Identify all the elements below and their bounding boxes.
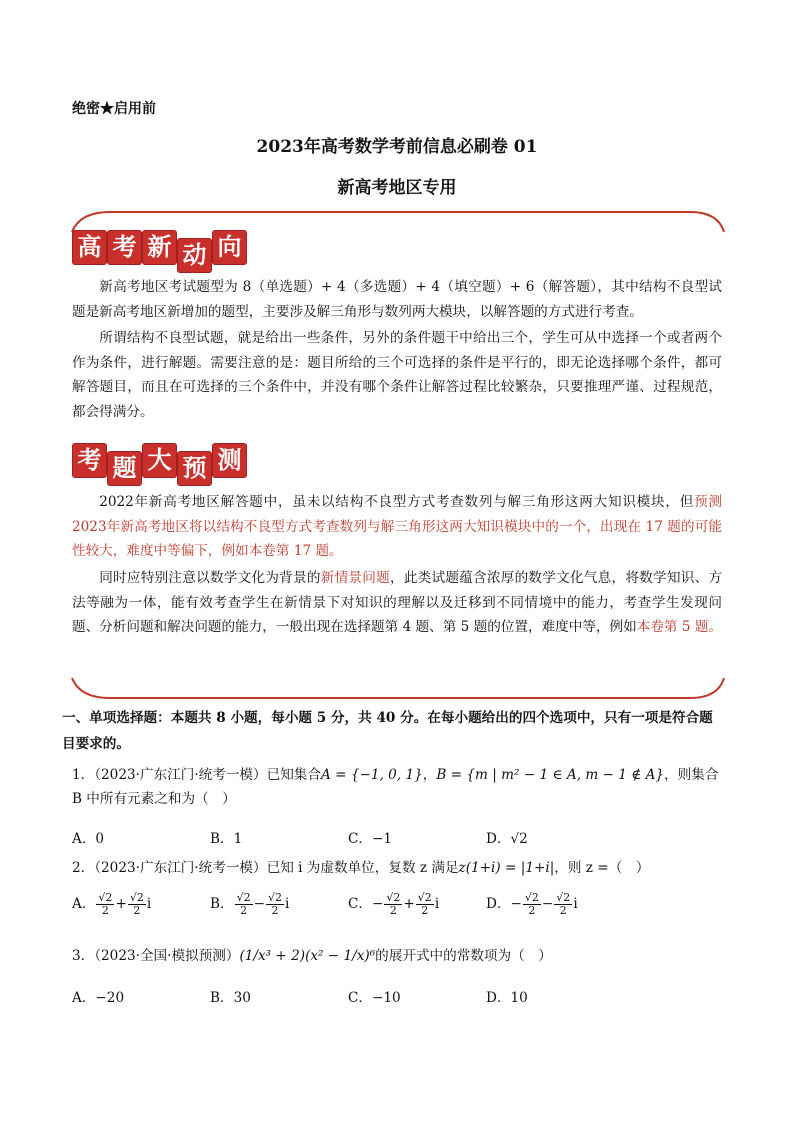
- intro-paragraph-3: [72, 490, 722, 564]
- q3-text-b: 的展开式中的常数项为（ ）: [375, 948, 552, 964]
- fraction-num: √2: [98, 891, 113, 904]
- q1-text-a: 1．（2023·广东江门·统考一模）已知集合: [72, 767, 321, 783]
- q2-sign: −: [253, 896, 265, 912]
- section-heading: 一、单项选择题：本题共 8 小题，每小题 5 分，共 40 分。在每小题给出的四个选项中，只有一项是符合题目要求的。: [62, 710, 713, 752]
- badge-char: 题: [107, 451, 142, 486]
- q2-text-b: ，则 z =（ ）: [554, 860, 650, 876]
- question-1-stem: [72, 763, 732, 811]
- fraction: [416, 892, 434, 917]
- q2-unit: i: [146, 896, 152, 912]
- para3-highlight: 预测 2023年新高考地区将以结构不良型方式考查数列与解三角形这两大知识模块中的一个，出现在 17 题的可能性较大，难度中等偏下，例如本卷第 17 题。: [72, 494, 723, 559]
- fraction-num: √2: [556, 891, 571, 904]
- q2-equation: z(1+i) = |1+i|: [458, 860, 555, 876]
- fraction: [266, 892, 284, 917]
- fraction-num: √2: [129, 891, 144, 904]
- badge-char: 高: [72, 230, 107, 265]
- badge-char: 动: [177, 238, 212, 273]
- para4-text-a: 同时应特别注意以数学文化为背景的: [99, 570, 321, 586]
- q1-set-b: B = {m | m² − 1 ∈ A, m − 1 ∉ A}: [436, 767, 665, 783]
- q2-unit: i: [573, 896, 578, 912]
- q3-option-b: B．30: [210, 990, 251, 1006]
- q1-text-b: ，: [422, 767, 437, 783]
- q2-label-c: C．: [348, 896, 372, 912]
- q2-option-a: [72, 892, 151, 917]
- q2-label-b: B．: [210, 896, 234, 912]
- fraction-den: 2: [271, 904, 279, 917]
- q1-set-a: A = {−1, 0, 1}: [321, 767, 423, 783]
- badge-char: 向: [212, 230, 247, 265]
- q2-sign: −: [372, 896, 384, 912]
- q3-option-a: A．−20: [72, 990, 125, 1006]
- badge-char: 考: [72, 443, 107, 478]
- fraction-num: √2: [268, 891, 283, 904]
- fraction: [384, 892, 402, 917]
- fraction-den: 2: [101, 904, 109, 917]
- badge-char: 考: [107, 230, 142, 265]
- fraction-num: √2: [386, 891, 401, 904]
- q2-label-d: D．: [486, 896, 511, 912]
- badge-new-trends: [72, 230, 247, 273]
- para4-text-b: ，此类试题蕴含浓厚的数学文化气息，将数学知识、方法等融为一体，能有效考查学生在新情景下对知识的理解以及迁移到不同情境中的能力，考查学生发现问题、分析问题和解决问题的能力，一般出现在选择题第 4 题、第 5 题的位置，难度中等，例如: [72, 570, 723, 635]
- q1-option-b: B．1: [210, 831, 243, 847]
- q2-unit: i: [434, 896, 440, 912]
- fraction: [523, 892, 541, 917]
- page-title: 2023年高考数学考前信息必刷卷 01: [256, 137, 538, 157]
- q2-text-a: 2．（2023·广东江门·统考一模）已知 i 为虚数单位，复数 z 满足: [72, 860, 459, 876]
- q2-option-d: [486, 892, 578, 917]
- fraction-den: 2: [559, 904, 567, 917]
- fraction-num: √2: [236, 891, 251, 904]
- fraction-den: 2: [528, 904, 536, 917]
- para4-highlight-b: 本卷第 5 题。: [636, 619, 723, 635]
- intro-paragraph-4: [72, 566, 722, 640]
- q1-text-c: ，则集合 B 中所有元素之和为（ ）: [72, 767, 719, 807]
- fraction-den: 2: [389, 904, 397, 917]
- fraction-den: 2: [421, 904, 429, 917]
- q3-option-d: D．10: [486, 990, 528, 1006]
- q3-option-c: C．−10: [348, 990, 401, 1006]
- page-subtitle: 新高考地区专用: [337, 178, 457, 198]
- q2-option-c: [348, 892, 439, 917]
- badge-char: 新: [142, 230, 177, 265]
- q3-expression: (1/x³ + 2)(x² − 1/x)⁶: [239, 948, 376, 964]
- intro-paragraph-1: 新高考地区考试题型为 8（单选题）+ 4（多选题）+ 4（填空题）+ 6（解答题），其中结构不良型试题是新高考地区新增加的题型，主要涉及解三角形与数列两大模块，以解答题的方式进行考查。: [72, 279, 722, 320]
- q2-option-b: [210, 892, 289, 917]
- q2-sign: +: [403, 896, 415, 912]
- q1-option-c: C．−1: [348, 831, 393, 847]
- q3-text-a: 3．（2023·全国·模拟预测）: [72, 948, 240, 964]
- q2-sign: −: [541, 896, 554, 912]
- intro-paragraph-2: 所谓结构不良型试题，就是给出一些条件，另外的条件题干中给出三个，学生可从中选择一个或者两个作为条件，进行解题。需要注意的是：题目所给的三个可选择的条件是平行的，即无论选择哪个条件，都可解答题目，而且在可选择的三个条件中，并没有哪个条件让解答过程比较繁杂，只要推理严谨、过程规范，都会得满分。: [72, 330, 722, 420]
- badge-char: 测: [212, 443, 247, 478]
- badge-char: 预: [177, 451, 212, 486]
- q2-label-a: A．: [72, 896, 96, 912]
- badge-exam-forecast: [72, 443, 247, 486]
- q2-unit: i: [285, 896, 290, 912]
- q1-option-a: A．0: [72, 831, 105, 847]
- fraction-den: 2: [133, 904, 141, 917]
- fraction: [128, 892, 146, 917]
- para3-text: 2022年新高考地区解答题中，虽未以结构不良型方式考查数列与解三角形这两大知识模块，但: [99, 494, 695, 510]
- fraction-num: √2: [524, 891, 539, 904]
- fraction-num: √2: [417, 891, 432, 904]
- badge-char: 大: [142, 443, 177, 478]
- fraction: [554, 892, 572, 917]
- confidential-label: 绝密★启用前: [72, 101, 156, 117]
- fraction-den: 2: [240, 904, 248, 917]
- q2-sign: −: [510, 896, 522, 912]
- fraction: [96, 892, 114, 917]
- para4-highlight-a: 新情景问题: [320, 570, 390, 586]
- q1-option-d: D．√2: [486, 831, 528, 847]
- fraction: [235, 892, 253, 917]
- q2-sign: +: [115, 896, 127, 912]
- question-3-stem: [72, 944, 732, 968]
- question-2-stem: [72, 856, 732, 880]
